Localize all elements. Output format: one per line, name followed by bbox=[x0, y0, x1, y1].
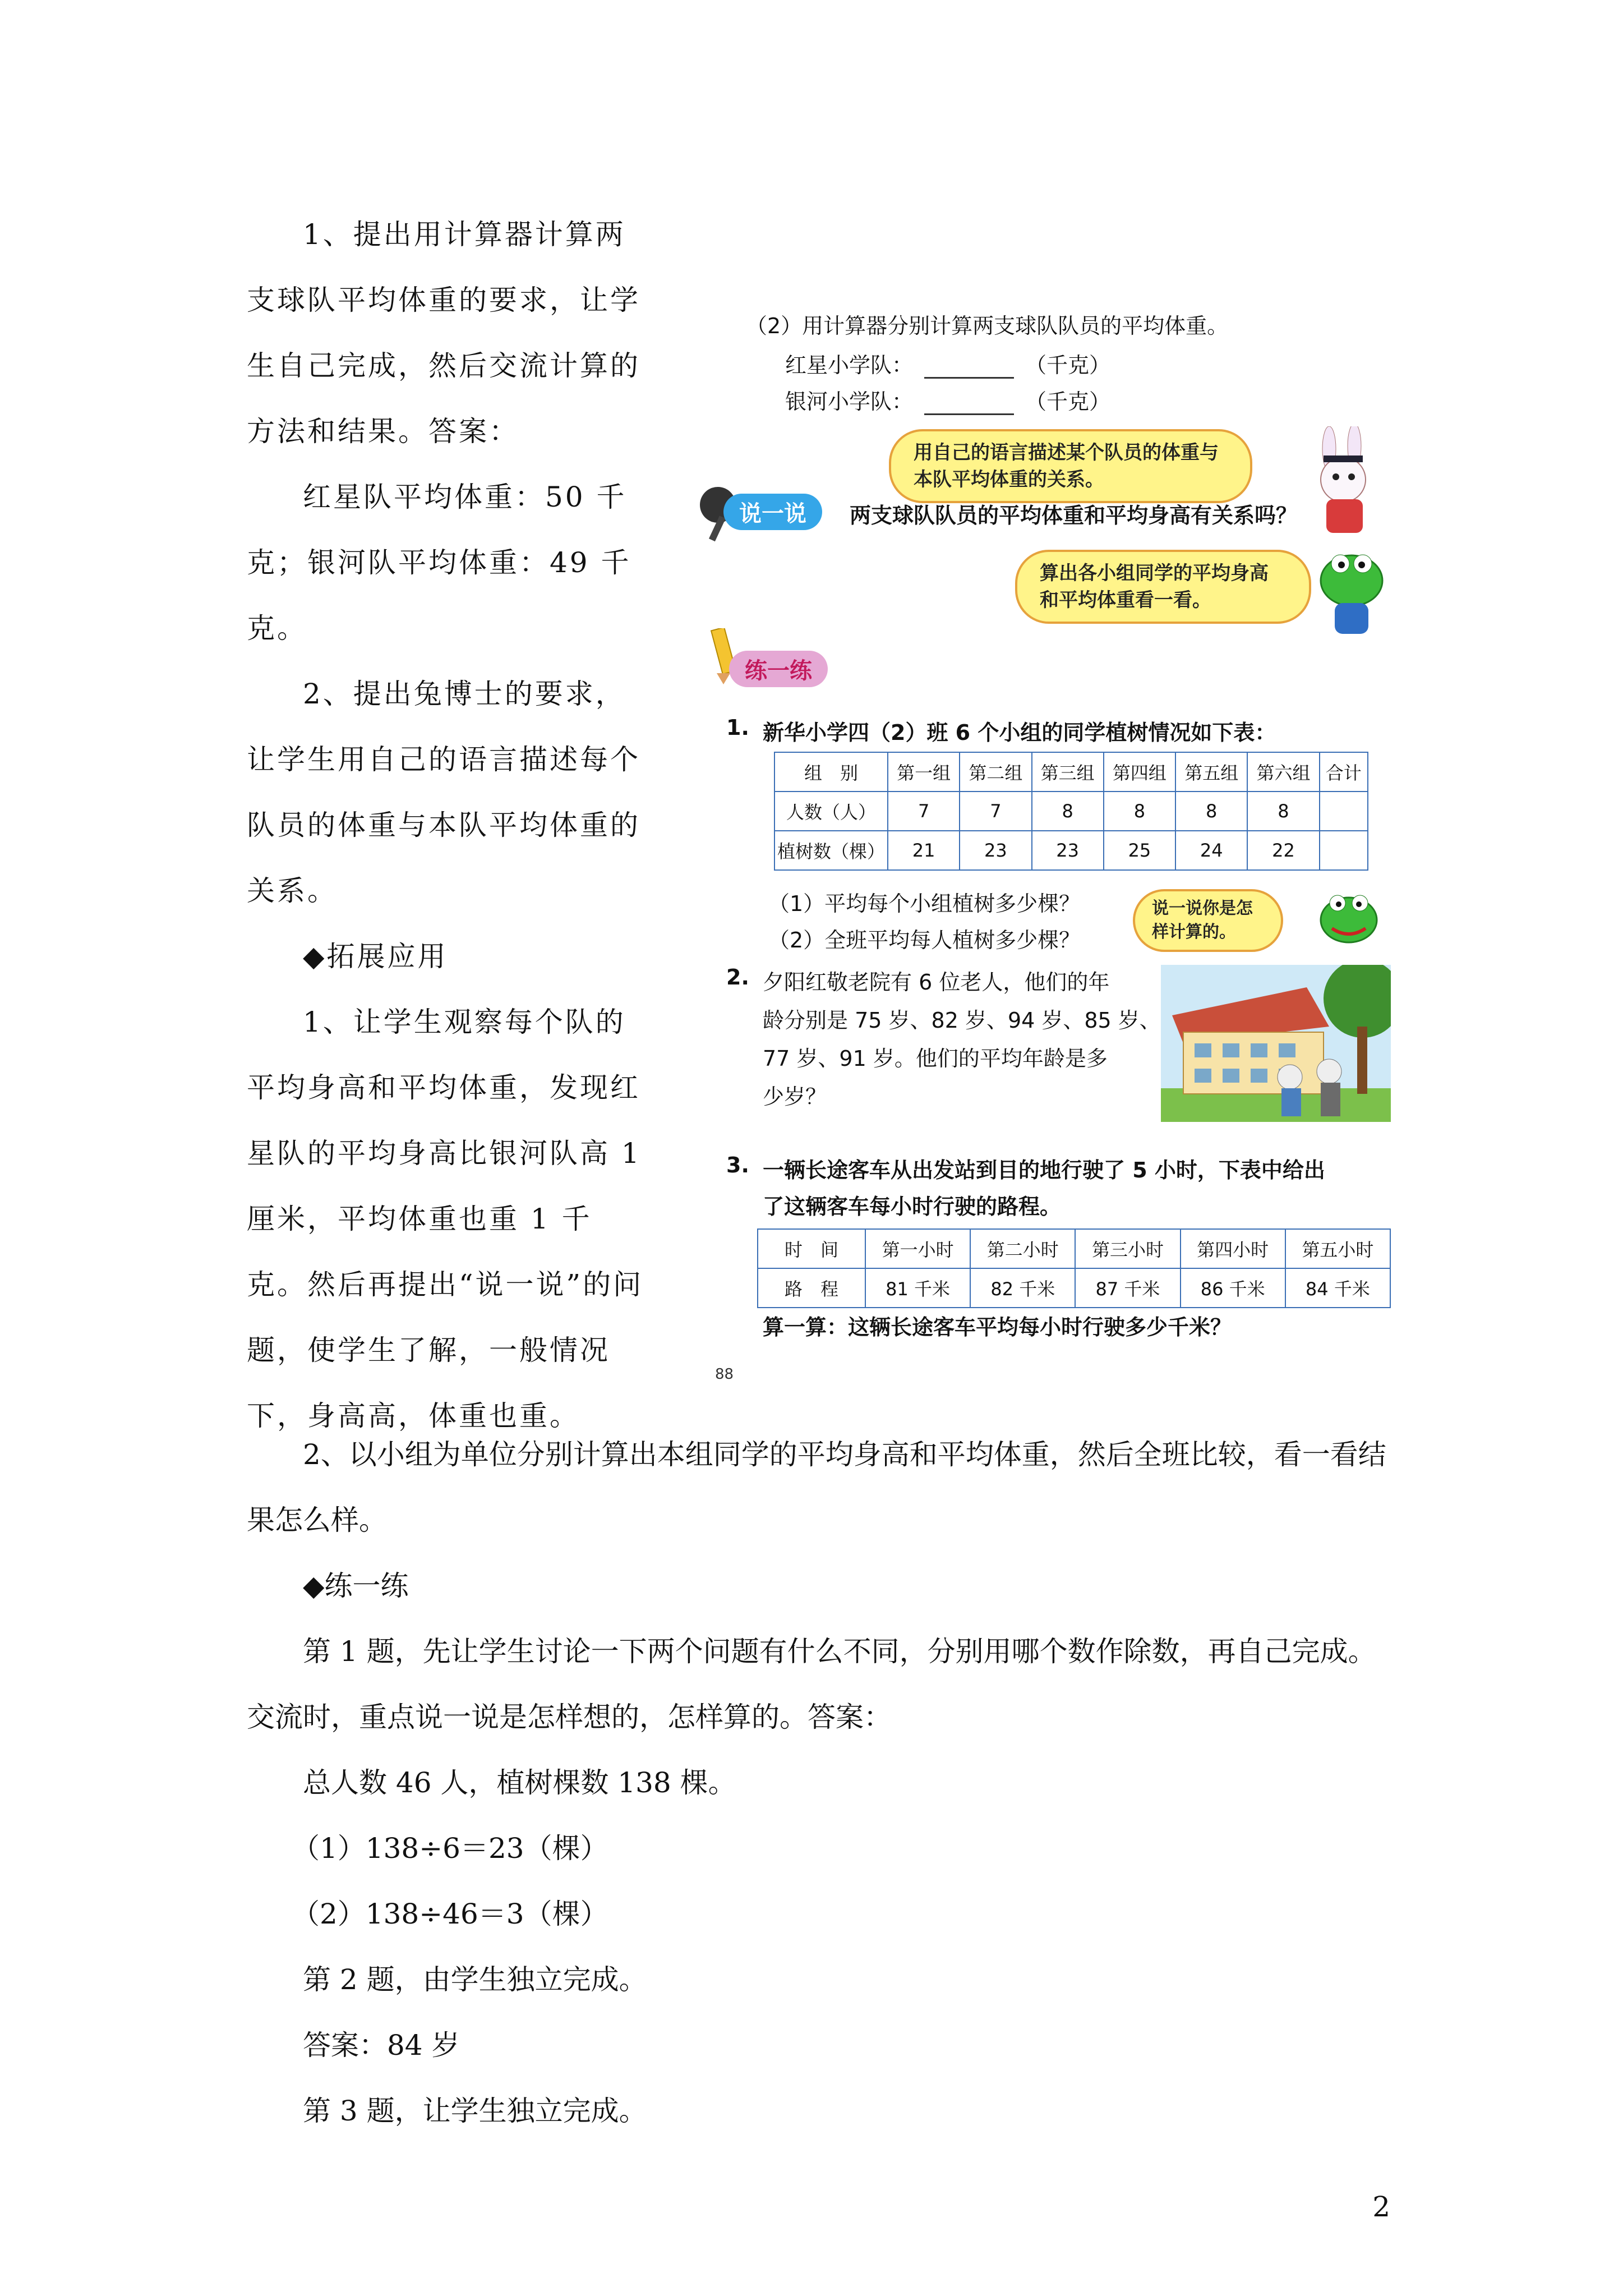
speech-bubble: 说一说你是怎样计算的。 bbox=[1133, 889, 1283, 952]
table-cell: 87 千米 bbox=[1075, 1268, 1180, 1308]
ex1-question-2: （2）全班平均每人植树多少棵？ bbox=[768, 928, 1081, 953]
answer-blank bbox=[924, 392, 1014, 415]
paragraph: （1）138÷6＝23（棵） bbox=[292, 1832, 608, 1865]
table-cell: 人数（人） bbox=[774, 792, 888, 831]
frog-icon bbox=[1312, 886, 1385, 954]
ex2-line: 77 岁、91 岁。他们的平均年龄是多 bbox=[763, 1046, 1108, 1071]
speech-bubble: 用自己的语言描述某个队员的体重与本队平均体重的关系。 bbox=[889, 429, 1252, 503]
unit-label: （千克） bbox=[1025, 389, 1111, 414]
left-column bbox=[247, 202, 651, 1449]
table-header: 第二小时 bbox=[970, 1229, 1075, 1268]
table-cell: 8 bbox=[1104, 792, 1175, 831]
table-cell: 7 bbox=[888, 792, 960, 831]
hongxing-label: 红星小学队： bbox=[785, 353, 914, 378]
yinhe-row bbox=[785, 384, 1110, 415]
paragraph: 第 2 题，由学生独立完成。 bbox=[303, 1963, 647, 1996]
table-cell: 8 bbox=[1175, 792, 1247, 831]
table-header: 第四组 bbox=[1104, 752, 1175, 792]
table-header: 第三组 bbox=[1032, 752, 1104, 792]
table-header: 第二组 bbox=[960, 752, 1031, 792]
table-cell: 8 bbox=[1247, 792, 1319, 831]
ex1-question-1: （1）平均每个小组植树多少棵？ bbox=[768, 891, 1081, 916]
table-cell: 81 千米 bbox=[865, 1268, 970, 1308]
ex2-line: 少岁？ bbox=[763, 1084, 827, 1109]
ex2-line: 龄分别是 75 岁、82 岁、94 岁、85 岁、 bbox=[763, 1008, 1161, 1033]
paragraph: 1、提出用计算器计算两支球队平均体重的要求，让学生自己完成，然后交流计算的方法和结果。答案： bbox=[247, 218, 640, 448]
table-cell: 植树数（棵） bbox=[774, 831, 888, 870]
table-header: 第一小时 bbox=[865, 1229, 970, 1268]
table-cell: 21 bbox=[888, 831, 960, 870]
ex1-number: 1. bbox=[726, 715, 749, 740]
table-header: 第一组 bbox=[888, 752, 960, 792]
ex3-number: 3. bbox=[726, 1153, 749, 1177]
speech-bubble: 算出各小组同学的平均身高和平均体重看一看。 bbox=[1015, 550, 1311, 624]
table-header: 第六组 bbox=[1247, 752, 1319, 792]
frog-icon bbox=[1312, 547, 1391, 642]
table-header: 第五小时 bbox=[1285, 1229, 1390, 1268]
bus-distance-table bbox=[757, 1228, 1391, 1308]
table-cell: 24 bbox=[1175, 831, 1247, 870]
table-header: 时 间 bbox=[758, 1229, 865, 1268]
full-width-text bbox=[247, 1422, 1391, 2144]
answer-blank bbox=[924, 356, 1014, 379]
paragraph: 2、提出兔博士的要求，让学生用自己的语言描述每个队员的体重与本队平均体重的关系。 bbox=[247, 678, 640, 907]
nursing-home-illustration bbox=[1161, 965, 1391, 1122]
ex3-line: 了这辆客车每小时行驶的路程。 bbox=[763, 1194, 1062, 1219]
table-cell: 23 bbox=[960, 831, 1031, 870]
paragraph: 第 3 题，让学生独立完成。 bbox=[303, 2095, 647, 2127]
table-cell: 7 bbox=[960, 792, 1031, 831]
rabbit-doctor-icon bbox=[1301, 426, 1391, 539]
table-header: 组 别 bbox=[774, 752, 888, 792]
paragraph: 1、让学生观察每个队的平均身高和平均体重，发现红星队的平均身高比银河队高 1 厘米，平均体重也重 1 千克。然后再提出“说一说”的问题，使学生了解，一般情况下，身高高，体重也重。 bbox=[247, 1006, 644, 1432]
page-number: 2 bbox=[1372, 2191, 1390, 2223]
table-cell: 84 千米 bbox=[1285, 1268, 1390, 1308]
table-cell: 8 bbox=[1032, 792, 1104, 831]
ex1-text: 新华小学四（2）班 6 个小组的同学植树情况如下表： bbox=[763, 720, 1276, 745]
q2-title: （2）用计算器分别计算两支球队队员的平均体重。 bbox=[746, 314, 1229, 338]
paragraph: 2、以小组为单位分别计算出本组同学的平均身高和平均体重，然后全班比较，看一看结果怎么样。 bbox=[247, 1438, 1386, 1536]
table-header: 合计 bbox=[1320, 752, 1368, 792]
yinhe-label: 银河小学队： bbox=[785, 389, 914, 414]
unit-label: （千克） bbox=[1025, 353, 1111, 378]
ex3-question: 算一算：这辆长途客车平均每小时行驶多少千米？ bbox=[763, 1315, 1232, 1340]
ex3-line: 一辆长途客车从出发站到目的地行驶了 5 小时，下表中给出 bbox=[763, 1158, 1325, 1182]
hongxing-row bbox=[785, 348, 1110, 379]
table-cell: 82 千米 bbox=[970, 1268, 1075, 1308]
table-cell: 25 bbox=[1104, 831, 1175, 870]
table-cell: 22 bbox=[1247, 831, 1319, 870]
lianyilian-badge: 练一练 bbox=[729, 651, 828, 687]
table-cell bbox=[1320, 792, 1368, 831]
textbook-page-number: 88 bbox=[715, 1366, 734, 1383]
paragraph: （2）138÷46＝3（棵） bbox=[292, 1898, 608, 1930]
table-cell: 86 千米 bbox=[1181, 1268, 1285, 1308]
paragraph: 总人数 46 人，植树棵数 138 棵。 bbox=[303, 1766, 736, 1799]
textbook-excerpt bbox=[690, 292, 1402, 1391]
ex2-number: 2. bbox=[726, 965, 749, 990]
table-cell: 23 bbox=[1032, 831, 1104, 870]
shuoyishuo-badge: 说一说 bbox=[723, 494, 822, 530]
section-heading: ◆拓展应用 bbox=[303, 940, 448, 973]
paragraph: 答案：84 岁 bbox=[303, 2029, 460, 2062]
ex2-line: 夕阳红敬老院有 6 位老人，他们的年 bbox=[763, 970, 1110, 995]
table-header: 第四小时 bbox=[1181, 1229, 1285, 1268]
section-heading: ◆练一练 bbox=[303, 1570, 409, 1602]
shuoyishuo-question: 两支球队队员的平均体重和平均身高有关系吗？ bbox=[850, 503, 1298, 528]
table-cell bbox=[1320, 831, 1368, 870]
table-cell: 路 程 bbox=[758, 1268, 865, 1308]
table-header: 第三小时 bbox=[1075, 1229, 1180, 1268]
paragraph: 红星队平均体重：50 千克；银河队平均体重：49 千克。 bbox=[247, 481, 631, 645]
table-header: 第五组 bbox=[1175, 752, 1247, 792]
paragraph: 第 1 题，先让学生讨论一下两个问题有什么不同，分别用哪个数作除数，再自己完成。交流时，重点说一说是怎样想的，怎样算的。答案： bbox=[247, 1635, 1376, 1733]
tree-planting-table bbox=[774, 752, 1368, 871]
